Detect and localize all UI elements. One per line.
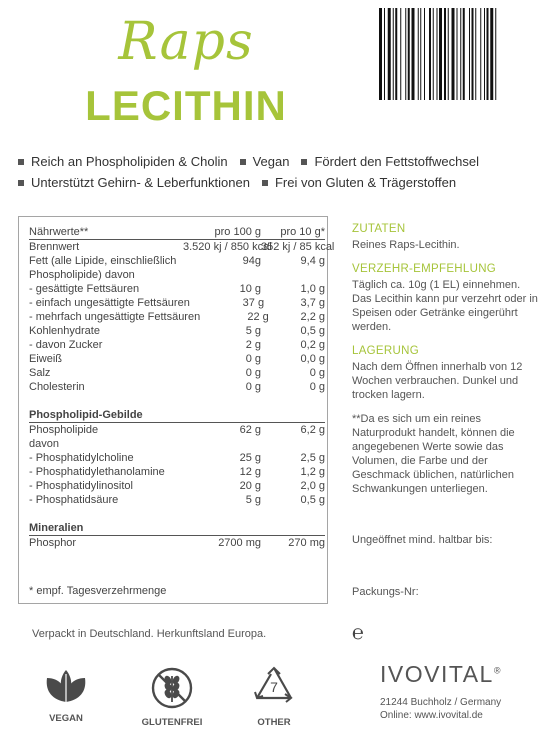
bullet-icon [262,180,268,186]
barcode-bar [439,8,442,100]
value-per-10g: 0,0 g [300,353,325,365]
value-per-10g: 2,2 g [300,311,325,323]
nutrient-label: davon [29,438,59,450]
bullet-icon [301,159,307,165]
barcode [373,8,540,118]
value-per-10g: 0,5 g [300,325,325,337]
brand-logo [380,661,502,688]
barcode-bar [379,8,382,100]
barcode-bar [487,8,489,100]
glutenfree-badge [141,666,203,728]
barcode-bar [412,8,415,100]
value-per-100g: 22 g [247,311,269,323]
value-per-100g: 25 g [239,452,261,464]
verzehr-text: Täglich ca. 10g (1 EL) einnehmen. Das Lecithin kann pur verzehrt oder in Speisen oder Getränke eingerührt werden. [352,279,538,333]
barcode-bar [405,8,406,100]
value-per-100g: 12 g [239,466,261,478]
value-per-100g: 3.520 kj / 850 kcal [183,241,272,253]
barcode-bar [448,8,449,100]
feature-item: Vegan [240,154,290,169]
nutrition-header-label: Nährwerte** [29,226,89,238]
value-per-100g: 2700 mg [218,537,261,549]
bullet-icon [18,180,24,186]
barcode-bar [395,8,397,100]
value-per-100g: 0 g [245,353,261,365]
phospholipid-rows [29,423,325,507]
barcode-bar [480,8,481,100]
value-per-100g: 0 g [245,381,261,393]
nutrition-row [29,479,325,493]
value-per-100g: 37 g [242,297,265,309]
barcode-bar [393,8,394,100]
info-column [352,222,542,506]
value-per-100g: 2 g [245,339,261,351]
value-per-10g: 2,0 g [300,480,325,492]
nutrition-row [29,338,325,352]
value-per-10g: 0,2 g [300,339,325,351]
product-title-script: Raps [118,12,254,72]
nutrient-label: - gesättigte Fettsäuren [29,283,140,295]
value-per-10g: 352 kj / 85 kcal [261,241,335,253]
value-per-10g: 0,5 g [300,494,325,506]
feature-item: Frei von Gluten & Trägerstoffen [262,175,456,190]
value-per-100g [183,268,261,282]
barcode-bar [469,8,470,100]
value-per-10g: 2,5 g [300,452,325,464]
value-per-100g: 10 g [239,283,261,295]
nutrient-label: - Phosphatidylcholine [29,452,134,464]
feature-item: Reich an Phospholipiden & Cholin [18,154,228,169]
nutrition-panel [18,216,335,604]
nutrient-label: Fett (alle Lipide, einschließlich [29,255,177,267]
nutrition-row [29,380,325,394]
value-per-100g: 5 g [245,325,261,337]
batch-number-label: Packungs-Nr: [352,586,419,598]
nutrition-row [29,282,325,296]
value-per-10g: 270 mg [288,537,325,549]
nutrition-row [29,352,325,366]
zutaten-heading: ZUTATEN [352,223,406,235]
barcode-bar [420,8,421,100]
barcode-bar [433,8,434,100]
mineral-rows [29,536,325,550]
nutrient-label: - Phosphatidsäure [29,494,119,506]
value-per-10g [261,268,325,282]
nutrition-row [29,310,325,324]
nutrient-label: - davon Zucker [29,339,103,351]
barcode-bar [388,8,391,100]
barcode-bar [457,8,458,100]
nutrition-row [29,268,325,282]
nutrition-table [29,225,335,550]
bullet-icon [240,159,246,165]
recycling-badge [243,666,305,728]
barcode-bar [418,8,419,100]
value-per-10g: 0 g [309,381,325,393]
barcode-bar [429,8,431,100]
barcode-bar [444,8,446,100]
vegan-label: VEGAN [49,713,83,724]
wheat-crossed-icon [150,666,194,710]
nutrition-row [29,254,325,268]
phospholipid-section-title: Phospholipid-Gebilde [29,409,143,421]
nutrient-label: Phosphor [29,537,77,549]
value-per-100g: 0 g [245,367,261,379]
barcode-bar [472,8,474,100]
lagerung-text: Nach dem Öffnen innerhalb von 12 Wochen verbrauchen. Dunkel und trocken lagern. [352,361,523,401]
barcode-bar [400,8,401,100]
nutrient-label: Kohlenhydrate [29,325,100,337]
nutrition-header-col2: pro 10 g* [280,226,325,238]
feature-row [18,154,548,169]
e-mark-icon: ℮ [352,620,365,644]
company-address [380,696,501,722]
value-per-10g: 3,7 g [300,297,325,309]
barcode-bars [373,8,540,104]
value-per-10g: 1,2 g [300,466,325,478]
nutrient-label: Cholesterin [29,381,85,393]
nutrition-row [29,437,325,451]
nutrient-label: - einfach ungesättigte Fettsäuren [29,297,190,309]
barcode-bar [460,8,461,100]
recycling-7-icon [251,666,297,710]
value-per-10g: 0 g [309,367,325,379]
barcode-bar [424,8,425,100]
bullet-icon [18,159,24,165]
recycling-label: OTHER [257,717,291,728]
nutrition-row [29,240,335,254]
nutrient-label: Phospholipide [29,424,99,436]
value-per-100g: 5 g [245,494,261,506]
feature-list [18,154,548,196]
nutrient-label: Eiweiß [29,353,63,365]
recycling-number: 7 [270,679,278,695]
nutrition-header-col1: pro 100 g [214,226,261,238]
nutrient-label: Brennwert [29,241,80,253]
value-per-10g: 1,0 g [300,283,325,295]
barcode-bar [452,8,455,100]
barcode-bar [408,8,410,100]
zutaten-text: Reines Raps-Lecithin. [352,239,460,251]
best-before-label: Ungeöffnet mind. haltbar bis: [352,534,493,546]
value-per-10g: 6,2 g [300,424,325,436]
variance-note: **Da es sich um ein reines Naturprodukt handelt, können die angegebenen Werte sowie das Volumen, die Farbe und der Geschmack üblichen, natürlichen Schwankungen unterliegen. [352,413,515,495]
nutrient-label: - Phosphatidylethanolamine [29,466,165,478]
lagerung-heading: LAGERUNG [352,345,419,357]
nutrition-row [29,493,325,507]
barcode-bar [384,8,385,100]
feature-row [18,175,548,190]
registered-mark: ® [493,665,502,676]
nutrition-row [29,324,325,338]
website-line: Online: www.ivovital.de [380,710,483,721]
value-per-100g: 20 g [239,480,261,492]
barcode-bar [475,8,476,100]
brand-name: IVOVITAL [380,661,494,687]
barcode-bar [495,8,496,100]
nutrient-label: - Phosphatidylinositol [29,480,133,492]
product-title: LECITHIN [85,82,287,129]
barcode-bar [490,8,493,100]
verzehr-heading: VERZEHR-EMPFEHLUNG [352,263,497,275]
feature-item: Fördert den Fettstoffwechsel [301,154,479,169]
feature-item: Unterstützt Gehirn- & Leberfunktionen [18,175,250,190]
mineral-section-title: Mineralien [29,522,84,534]
barcode-bar [484,8,485,100]
value-per-100g: 94g [242,255,261,267]
value-per-10g [261,437,325,451]
nutrition-row [29,366,325,380]
origin-text: Verpackt in Deutschland. Herkunftsland Europa. [32,628,267,640]
nutrition-row [29,296,325,310]
nutrition-main-rows [29,240,335,394]
leaves-icon [41,666,91,706]
nutrient-label: Salz [29,367,51,379]
nutrition-header-row [29,225,325,239]
value-per-10g: 9,4 g [300,255,325,267]
address-line: 21244 Buchholz / Germany [380,697,502,708]
nutrition-row [29,423,325,437]
value-per-100g [183,437,261,451]
nutrition-row [29,536,325,550]
barcode-bar [463,8,465,100]
vegan-badge [35,666,97,724]
nutrition-row [29,465,325,479]
barcode-bar [437,8,438,100]
nutrient-label: - mehrfach ungesättigte Fettsäuren [29,311,201,323]
glutenfree-label: GLUTENFREI [141,717,203,728]
nutrition-footnote: * empf. Tagesverzehrmenge [29,585,167,597]
nutrition-row [29,451,325,465]
value-per-100g: 62 g [239,424,261,436]
nutrient-label: Phospholipide) davon [29,269,135,281]
